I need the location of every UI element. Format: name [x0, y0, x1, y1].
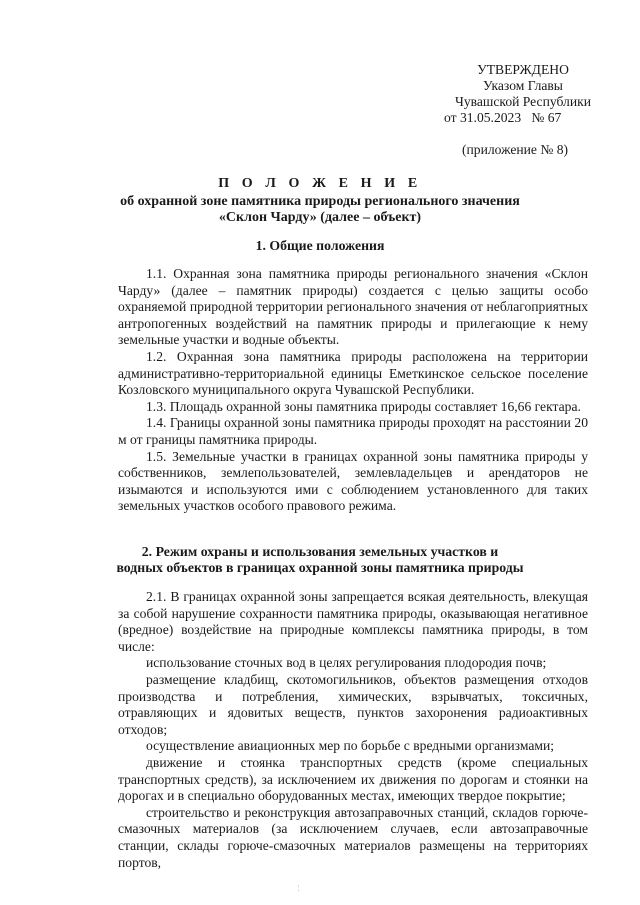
section2-heading-line2: водных объектов в границах охранной зоны памятника природы [116, 560, 524, 575]
approval-line-decree: Указом Главы [483, 78, 563, 93]
document-title [0, 176, 640, 226]
section2-body [118, 589, 588, 871]
list-item: использование сточных вод в целях регулирования плодородия почв; [146, 655, 547, 671]
paragraph-1-4: 1.4. Границы охранной зоны памятника природы проходят на расстоянии 20 м от границы памятника природы. [118, 415, 588, 447]
title-subject: об охранной зоне памятника природы регионального значения [120, 194, 520, 209]
list-item: строительство и реконструкция автозаправочных станций, складов горюче-смазочных материалов (за исключением случаев, если автозаправочные станции, склады горюче-смазочных материалов размещены на территориях портов, [118, 804, 588, 870]
paragraph-1-2: 1.2. Охранная зона памятника природы расположена на территории административно-территориальной единицы Еметкинское сельское поселение Козловского муниципального округа Чувашской Республики. [118, 348, 588, 398]
list-item: движение и стоянка транспортных средств (кроме специальных транспортных средств), за исключением их движения по дорогам и стоянки на дорогах и в специально оборудованных местах, имеющих твердое покрытие; [118, 754, 588, 804]
list-item: осуществление авиационных мер по борьбе с вредными организмами; [146, 738, 555, 754]
paragraph-1-3: 1.3. Площадь охранной зоны памятника природы составляет 16,66 гектара. [146, 398, 581, 414]
section2-heading [0, 544, 640, 576]
paragraph-1-5: 1.5. Земельные участки в границах охранной зоны памятника природы у собственников, землепользователей, землевладельцев и арендаторов не изымаются и используются ими с соблюдением установленного для таких земельных участков особого правового режима. [118, 448, 588, 514]
approval-heading: УТВЕРЖДЕНО [477, 62, 569, 77]
title-main: П О Л О Ж Е Н И Е [218, 176, 422, 191]
approval-stamp [428, 62, 618, 126]
section2-heading-line1: 2. Режим охраны и использования земельных участков и [141, 544, 499, 559]
section1-body [118, 266, 588, 515]
approval-date-number: от 31.05.2023 № 67 [444, 110, 562, 125]
scan-mark: ¦ [298, 884, 300, 892]
paragraph-1-1: 1.1. Охранная зона памятника природы регионального значения «Склон Чарду» (далее – памятник природы) создается с целью защиты особо охраняемой природной территории регионального значения от неблагоприятных антропогенных воздействий на памятник природы и прилегающие к нему земельные участки и водные объекты. [118, 266, 588, 348]
appendix-note: (приложение № 8) [462, 142, 569, 157]
title-object: «Склон Чарду» (далее – объект) [218, 210, 422, 225]
approval-line-republic: Чувашской Республики [455, 94, 591, 109]
list-item: размещение кладбищ, скотомогильников, объектов размещения отходов производства и потребления, химических, взрывчатых, токсичных, отравляющих и ядовитых веществ, пунктов захоронения радиоактивных отходов; [118, 671, 588, 737]
section1-heading: 1. Общие положения [255, 238, 385, 253]
paragraph-2-1: 2.1. В границах охранной зоны запрещается всякая деятельность, влекущая за собой нарушение сохранности памятника природы, оказывающая негативное (вредное) воздействие на природные комплексы памятника природы, в том числе: [118, 589, 588, 654]
